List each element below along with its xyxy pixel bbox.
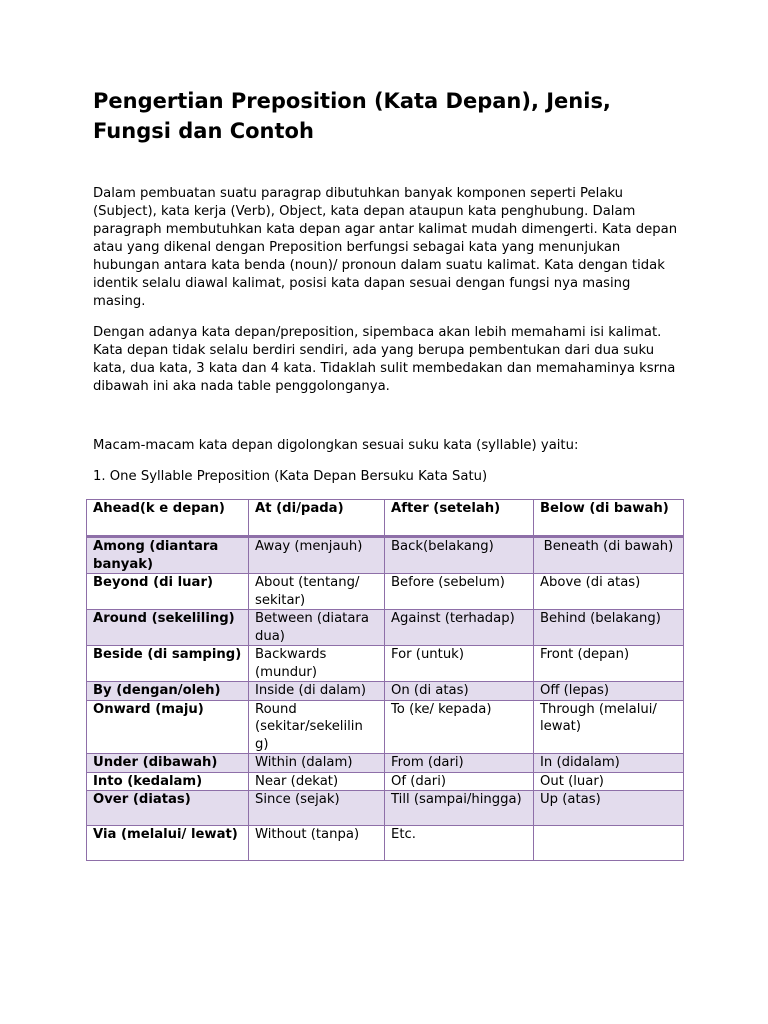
table-cell: Off (lepas) bbox=[534, 682, 684, 701]
table-cell: Into (kedalam) bbox=[87, 772, 249, 791]
table-row bbox=[87, 754, 684, 773]
table-cell: Before (sebelum) bbox=[385, 574, 534, 610]
table-row bbox=[87, 682, 684, 701]
table-row bbox=[87, 574, 684, 610]
table-cell: About (tentang/ sekitar) bbox=[249, 574, 385, 610]
table-cell: Back(belakang) bbox=[385, 537, 534, 574]
table-cell: By (dengan/oleh) bbox=[87, 682, 249, 701]
table-cell: Up (atas) bbox=[534, 791, 684, 826]
table-cell: Etc. bbox=[385, 826, 534, 861]
table-cell: At (di/pada) bbox=[249, 500, 385, 537]
table-cell: For (untuk) bbox=[385, 646, 534, 682]
table-row bbox=[87, 500, 684, 537]
preposition-table bbox=[86, 499, 684, 861]
table-cell: Inside (di dalam) bbox=[249, 682, 385, 701]
table-row bbox=[87, 826, 684, 861]
table-cell: Over (diatas) bbox=[87, 791, 249, 826]
table-row bbox=[87, 772, 684, 791]
table-cell: Beside (di samping) bbox=[87, 646, 249, 682]
table-cell bbox=[534, 826, 684, 861]
table-cell: Through (melalui/ lewat) bbox=[534, 700, 684, 754]
table-cell: Between (diatara dua) bbox=[249, 610, 385, 646]
table-cell: Front (depan) bbox=[534, 646, 684, 682]
page-title: Pengertian Preposition (Kata Depan), Jenis, Fungsi dan Contoh bbox=[93, 89, 611, 143]
table-cell: Without (tanpa) bbox=[249, 826, 385, 861]
table-cell: Against (terhadap) bbox=[385, 610, 534, 646]
table-cell: Out (luar) bbox=[534, 772, 684, 791]
table-row bbox=[87, 537, 684, 574]
intro-paragraph: Dalam pembuatan suatu paragrap dibutuhkan banyak komponen seperti Pelaku (Subject), kata kerja (Verb), Object, kata depan ataupun kata penghubung. Dalam paragraph membutuhkan kata depan agar antar kalimat mudah dimengerti. Kata depan atau yang dikenal dengan Preposition berfungsi sebagai kata yang menunjukan hubungan antara kata benda (noun)/ pronoun dalam suatu kalimat. Kata dengan tidak identik selalu diawal kalimat, posisi kata dapan sesuai dengan fungsi nya masing masing. bbox=[93, 186, 678, 309]
table-cell: Till (sampai/hingga) bbox=[385, 791, 534, 826]
table-cell: Above (di atas) bbox=[534, 574, 684, 610]
table-cell: Away (menjauh) bbox=[249, 537, 385, 574]
table-cell: On (di atas) bbox=[385, 682, 534, 701]
table-cell: Round (sekitar/sekelilin g) bbox=[249, 700, 385, 754]
table-cell: Beneath (di bawah) bbox=[534, 537, 684, 574]
table-cell: Around (sekeliling) bbox=[87, 610, 249, 646]
table-cell: From (dari) bbox=[385, 754, 534, 773]
table-cell: To (ke/ kepada) bbox=[385, 700, 534, 754]
table-cell: In (didalam) bbox=[534, 754, 684, 773]
section-heading-one-syllable: 1. One Syllable Preposition (Kata Depan Bersuku Kata Satu) bbox=[93, 469, 488, 484]
table-row bbox=[87, 646, 684, 682]
table-cell: Of (dari) bbox=[385, 772, 534, 791]
table-row bbox=[87, 610, 684, 646]
second-paragraph: Dengan adanya kata depan/preposition, sipembaca akan lebih memahami isi kalimat. Kata depan tidak selalu berdiri sendiri, ada yang berupa pembentukan dari dua suku kata, dua kata, 3 kata dan 4 kata. Tidaklah sulit membedakan dan memahaminya ksrna dibawah ini aka nada table penggolonganya. bbox=[93, 325, 676, 394]
table-cell: After (setelah) bbox=[385, 500, 534, 537]
table-row bbox=[87, 700, 684, 754]
table-cell: Backwards (mundur) bbox=[249, 646, 385, 682]
table-cell: Behind (belakang) bbox=[534, 610, 684, 646]
table-cell: Ahead(k e depan) bbox=[87, 500, 249, 537]
classification-intro: Macam-macam kata depan digolongkan sesuai suku kata (syllable) yaitu: bbox=[93, 438, 579, 453]
table-cell: Under (dibawah) bbox=[87, 754, 249, 773]
table-cell: Near (dekat) bbox=[249, 772, 385, 791]
table-cell: Onward (maju) bbox=[87, 700, 249, 754]
table-cell: Beyond (di luar) bbox=[87, 574, 249, 610]
table-cell: Within (dalam) bbox=[249, 754, 385, 773]
table-cell: Since (sejak) bbox=[249, 791, 385, 826]
table-cell: Among (diantara banyak) bbox=[87, 537, 249, 574]
table-cell: Below (di bawah) bbox=[534, 500, 684, 537]
table-row bbox=[87, 791, 684, 826]
table-cell: Via (melalui/ lewat) bbox=[87, 826, 249, 861]
